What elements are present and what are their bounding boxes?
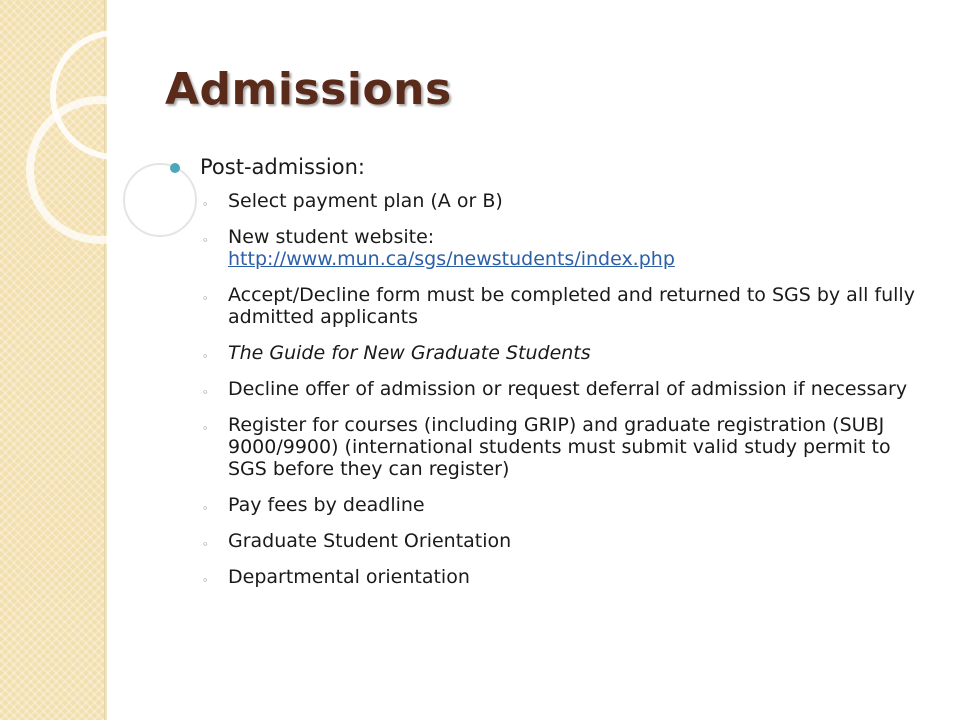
list-item-text: The Guide for New Graduate Students — [228, 342, 591, 364]
ring-bullet-icon: ◦ — [202, 198, 209, 211]
list-item — [176, 494, 926, 516]
list-item — [176, 284, 926, 328]
ring-bullet-icon: ◦ — [202, 292, 209, 305]
ring-bullet-icon: ◦ — [202, 234, 209, 247]
list-item-text: Departmental orientation — [228, 566, 470, 588]
list-item — [176, 378, 926, 400]
list-item-text: Accept/Decline form must be completed and returned to SGS by all fully admitted applicants — [228, 284, 915, 328]
list-item-text: New student website: — [228, 226, 435, 248]
slide-content — [176, 154, 926, 602]
ring-bullet-icon: ◦ — [202, 574, 209, 587]
list-item — [176, 342, 926, 364]
list-item — [176, 530, 926, 552]
list-item-text: Select payment plan (A or B) — [228, 190, 503, 212]
list-item-text: Register for courses (including GRIP) and graduate registration (SUBJ 9000/9900) (international students must submit valid study permit to SGS before they can register) — [228, 414, 891, 480]
ring-bullet-icon: ◦ — [202, 502, 209, 515]
ring-bullet-icon: ◦ — [202, 422, 209, 435]
ring-bullet-icon: ◦ — [202, 538, 209, 551]
new-student-website-link[interactable]: http://www.mun.ca/sgs/newstudents/index.php — [228, 248, 675, 270]
list-item — [176, 226, 926, 270]
decorative-circle-medium — [30, 100, 170, 240]
list-item — [176, 414, 926, 480]
list-item-text: Pay fees by deadline — [228, 494, 425, 516]
list-item — [176, 190, 926, 212]
list-item — [176, 566, 926, 588]
list-item-text: Decline offer of admission or request deferral of admission if necessary — [228, 378, 908, 400]
main-bullet-text: Post-admission: — [200, 155, 365, 179]
list-item-text: Graduate Student Orientation — [228, 530, 512, 552]
bullet-dot-icon — [170, 163, 180, 173]
main-bullet — [176, 154, 926, 180]
ring-bullet-icon: ◦ — [202, 386, 209, 399]
slide-title: Admissions — [165, 64, 452, 115]
sub-bullet-list — [176, 190, 926, 588]
ring-bullet-icon: ◦ — [202, 350, 209, 363]
decorative-circles — [0, 0, 200, 300]
